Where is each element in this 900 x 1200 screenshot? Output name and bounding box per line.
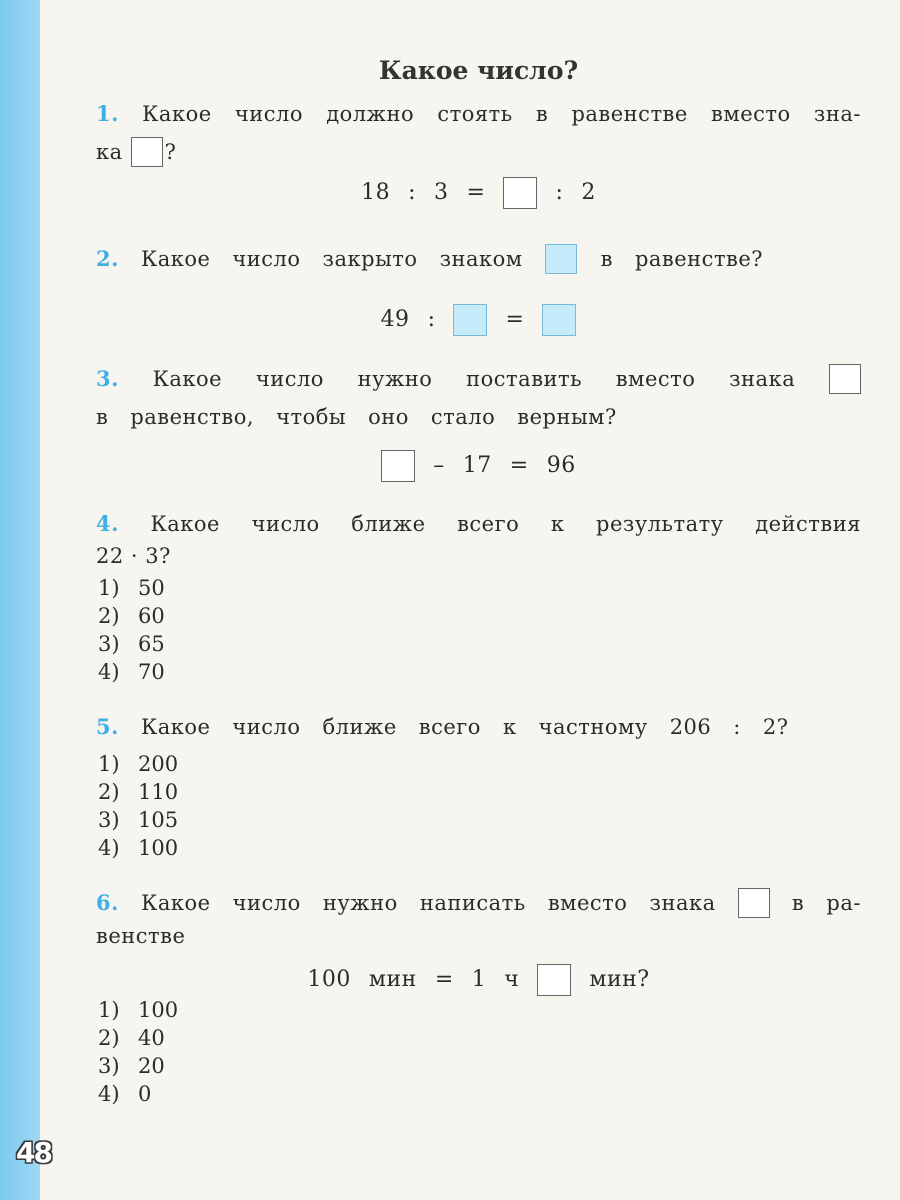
word: вместо <box>615 367 696 391</box>
expression: 22 · 3? <box>96 544 171 568</box>
eq-term: 2 <box>581 180 596 205</box>
word: верным? <box>517 405 617 429</box>
answer-box[interactable] <box>738 888 770 918</box>
word: знака <box>649 891 716 915</box>
task-5-line-1 <box>96 708 861 746</box>
word: число <box>232 247 301 271</box>
eq-term: 100 <box>307 967 351 992</box>
task-3-line-2 <box>96 398 861 436</box>
task-2-equation <box>96 300 861 340</box>
word: всего <box>457 512 520 536</box>
eq-term: – <box>433 453 445 478</box>
word: стоять <box>437 102 513 126</box>
task-3-number: 3. <box>96 366 119 391</box>
option[interactable]: 1) 100 <box>98 998 179 1022</box>
eq-term: : <box>427 307 436 332</box>
word: 2? <box>762 715 789 739</box>
task-2-number: 2. <box>96 246 119 271</box>
option[interactable]: 4) 70 <box>98 660 165 684</box>
word: действия <box>755 512 861 536</box>
word: Какое <box>140 715 211 739</box>
option[interactable]: 4) 0 <box>98 1082 152 1106</box>
task-5-options <box>98 750 178 862</box>
task-4-line-1 <box>96 505 861 543</box>
word: равенство, <box>130 405 255 429</box>
eq-term: 18 <box>361 180 391 205</box>
word: число <box>232 715 301 739</box>
task-5 <box>96 708 861 746</box>
word: ра- <box>826 891 861 915</box>
task-4-line-2 <box>96 543 861 569</box>
answer-box[interactable] <box>829 364 861 394</box>
eq-term: 49 <box>380 307 410 332</box>
blue-square-sign <box>542 304 576 336</box>
word: нужно <box>322 891 398 915</box>
word: нужно <box>357 367 433 391</box>
task-6-number: 6. <box>96 890 119 915</box>
word: Какое <box>152 367 223 391</box>
word: Какое <box>142 102 212 126</box>
word: ближе <box>351 512 426 536</box>
word: в <box>600 247 613 271</box>
task-3-equation <box>96 446 861 486</box>
task-6 <box>96 884 861 1000</box>
task-6-options <box>98 996 178 1108</box>
word: в <box>96 405 109 429</box>
task-1-line-2 <box>96 133 861 171</box>
option[interactable]: 4) 100 <box>98 836 179 860</box>
eq-term: = <box>505 307 525 332</box>
task-6-equation <box>96 960 861 1000</box>
eq-term: 17 <box>462 453 492 478</box>
word: к <box>550 512 565 536</box>
answer-box[interactable] <box>131 137 163 167</box>
task-6-line-2 <box>96 922 861 950</box>
word: ? <box>164 140 177 164</box>
word: ка <box>96 140 123 164</box>
blue-square-sign <box>453 304 487 336</box>
task-2-line-1 <box>96 240 861 278</box>
word: к <box>502 715 517 739</box>
word: поставить <box>466 367 583 391</box>
word: число <box>255 367 324 391</box>
word: вместо <box>547 891 628 915</box>
word: венстве <box>96 924 186 948</box>
option[interactable]: 2) 60 <box>98 604 165 628</box>
task-4-number: 4. <box>96 511 119 536</box>
word: Какое <box>141 891 211 915</box>
word: знаком <box>439 247 523 271</box>
option[interactable]: 1) 200 <box>98 752 179 776</box>
word: должно <box>326 102 415 126</box>
answer-box[interactable] <box>537 964 571 996</box>
task-2 <box>96 240 861 340</box>
word: результату <box>596 512 724 536</box>
blue-square-sign <box>545 244 577 274</box>
eq-term: : <box>555 180 564 205</box>
word: частному <box>538 715 648 739</box>
word: 206 <box>669 715 712 739</box>
option[interactable]: 2) 110 <box>98 780 179 804</box>
task-3 <box>96 360 861 486</box>
word: чтобы <box>276 405 347 429</box>
option[interactable]: 3) 65 <box>98 632 165 656</box>
word: знака <box>729 367 796 391</box>
word: Какое <box>140 247 211 271</box>
word: равенстве <box>571 102 688 126</box>
task-5-number: 5. <box>96 714 119 739</box>
eq-term: = <box>466 180 486 205</box>
eq-term: мин <box>368 967 417 992</box>
side-strip <box>0 0 40 1200</box>
eq-term: ч <box>504 967 520 992</box>
word: оно <box>368 405 409 429</box>
eq-term: мин? <box>589 967 650 992</box>
word: вместо <box>711 102 791 126</box>
task-3-line-1 <box>96 360 861 398</box>
word: ближе <box>322 715 397 739</box>
word: в <box>791 891 805 915</box>
page-content <box>96 0 861 1200</box>
word: число <box>251 512 320 536</box>
page-number: 48 <box>16 1136 51 1169</box>
eq-term: 3 <box>434 180 449 205</box>
task-6-line-1 <box>96 884 861 922</box>
word: число <box>234 102 303 126</box>
word: стало <box>430 405 496 429</box>
answer-box[interactable] <box>503 177 537 209</box>
option[interactable]: 1) 50 <box>98 576 165 600</box>
eq-term: = <box>434 967 454 992</box>
word: зна- <box>813 102 861 126</box>
option[interactable]: 3) 20 <box>98 1054 165 1078</box>
eq-term: = <box>509 453 529 478</box>
task-4-options <box>98 574 165 686</box>
word: : <box>733 715 741 739</box>
eq-term: 1 <box>471 967 487 992</box>
eq-term: 96 <box>546 453 576 478</box>
word: всего <box>418 715 481 739</box>
task-1-equation <box>96 173 861 213</box>
word: число <box>232 891 301 915</box>
word: написать <box>419 891 526 915</box>
answer-box[interactable] <box>381 450 415 482</box>
task-1 <box>96 95 861 213</box>
option[interactable]: 3) 105 <box>98 808 179 832</box>
word: равенстве? <box>634 247 764 271</box>
word: закрыто <box>322 247 418 271</box>
task-1-number: 1. <box>96 101 119 126</box>
word: Какое <box>150 512 220 536</box>
page-title: Какое число? <box>378 56 579 85</box>
option[interactable]: 2) 40 <box>98 1026 165 1050</box>
task-1-line-1 <box>96 95 861 133</box>
eq-term: : <box>408 180 417 205</box>
task-4 <box>96 505 861 569</box>
word: в <box>535 102 549 126</box>
